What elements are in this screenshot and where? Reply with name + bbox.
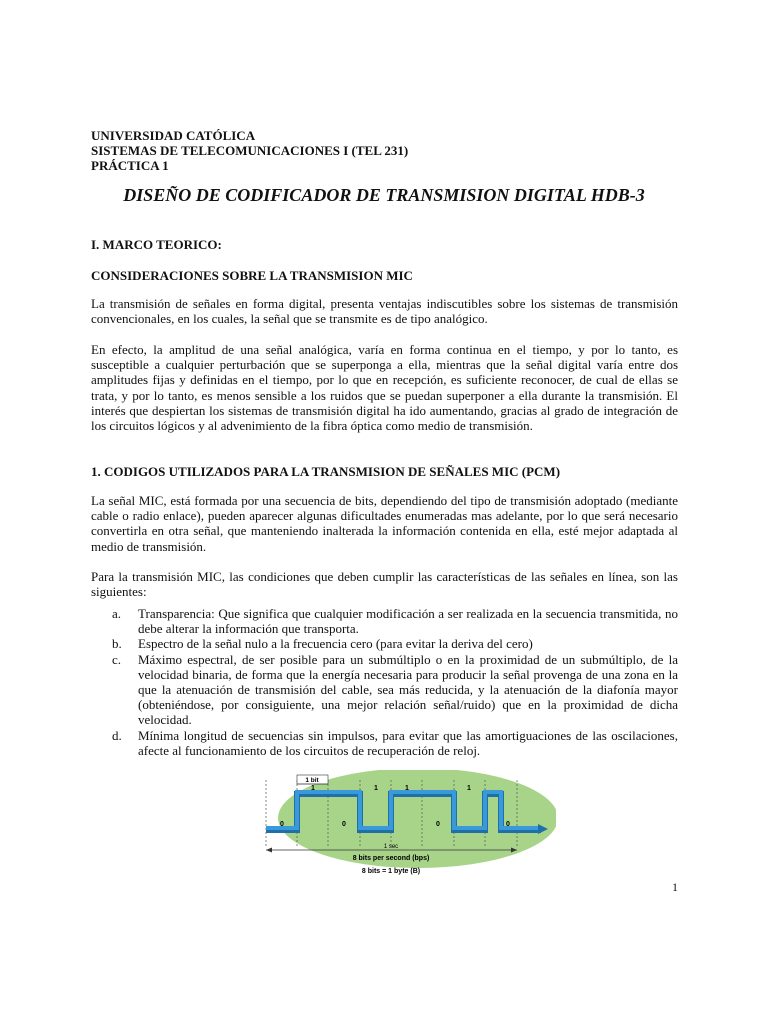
list-item [112, 606, 678, 636]
list-marker: b. [112, 636, 122, 652]
practice-number: PRÁCTICA 1 [91, 158, 169, 173]
list-marker: a. [112, 606, 122, 621]
university-name: UNIVERSIDAD CATÓLICA [91, 128, 256, 143]
sec-label: 1 sec [383, 844, 399, 850]
list-item [112, 728, 678, 758]
paragraph-analog-vs-digital: En efecto, la amplitud de una señal analógica, varía en forma continua en el tiempo, y por lo tanto, es susceptible a cualquier perturbación que se superponga a ella, mientras que la señal digital varía entre dos amplitudes fijas y definidas en el tiempo, por lo que en recepción, es suficiente reconocer, de cual de ellas se trata, y por lo tanto, es menos sensible a los ruidos que se puedan superponer a ella durante la transmisión. El interés que despiertan los sistemas de transmisión digital ha ido aumentando, gracias al grado de integración de los circuitos lógicos y al advenimiento de la fibra óptica como medio de transmisión. [91, 342, 678, 434]
bit-value: 1 [374, 785, 378, 792]
bit-value: 1 [405, 785, 409, 792]
background-ellipse [278, 770, 556, 868]
section-heading-marco-teorico: I. MARCO TEORICO: [91, 237, 222, 252]
list-item-text: Transparencia: Que significa que cualquier modificación a ser realizada en la secuencia transmitida, no debe alterar la información que transporta. [138, 606, 678, 637]
paragraph-condiciones: Para la transmisión MIC, las condiciones que deben cumplir las características de las señales en línea, son las siguientes: [91, 569, 678, 600]
bps-label: 8 bits per second (bps) [352, 855, 430, 862]
paragraph-intro: La transmisión de señales en forma digital, presenta ventajas indiscutibles sobre los sistemas de transmisión convencionales, en los cuales, la señal que se transmite es de tipo analógico. [91, 296, 678, 327]
list-item-text: Espectro de la señal nulo a la frecuencia cero (para evitar la deriva del cero) [138, 636, 533, 652]
conditions-list [112, 606, 678, 758]
bit-label: 1 bit [305, 777, 319, 784]
document-header [91, 128, 408, 173]
bit-value: 0 [280, 821, 284, 828]
byte-label: 8 bits = 1 byte (B) [361, 868, 421, 875]
list-item-text: Máximo espectral, de ser posible para un submúltiplo o en la proximidad de un submúltiplo, de la velocidad binaria, de forma que la energía necesaria para producir la señal provenga de una zona en la que la atenuación de transmisión del cable, sea más reducida, y la atenuación de la diafonía mayor (obteniéndose, por consiguiente, una mejor relación señal/ruido) que en la proximidad de dicha velocidad. [138, 651, 678, 728]
course-name: SISTEMAS DE TELECOMUNICACIONES I (TEL 231) [91, 143, 409, 158]
page-number: 1 [672, 880, 678, 894]
document-title: DISEÑO DE CODIFICADOR DE TRANSMISION DIGITAL HDB-3 [123, 185, 645, 205]
list-marker: d. [112, 727, 122, 743]
digital-signal-figure [256, 770, 556, 880]
bit-value: 0 [506, 821, 510, 828]
list-marker: c. [112, 651, 122, 667]
bit-value: 0 [342, 821, 346, 828]
bit-value: 1 [311, 785, 315, 792]
list-item [112, 636, 678, 651]
paragraph-senal-mic: La señal MIC, está formada por una secuencia de bits, dependiendo del tipo de transmisión adoptado (mediante cable o radio enlace), pueden aparecer algunas dificultades enumeradas mas adelante, por lo que será necesario convertirla en otra señal, que manteniendo inalterada la información contenida en ella, esté mejor adaptada al medio de transmisión. [91, 493, 678, 554]
subsection-heading-transmision-mic: CONSIDERACIONES SOBRE LA TRANSMISION MIC [91, 268, 413, 283]
bit-value: 1 [467, 785, 471, 792]
one-bit-marker [297, 775, 328, 784]
section-heading-codigos: 1. CODIGOS UTILIZADOS PARA LA TRANSMISION DE SEÑALES MIC (PCM) [91, 464, 561, 479]
bit-value: 0 [436, 821, 440, 828]
list-item [112, 652, 678, 728]
list-item-text: Mínima longitud de secuencias sin impulsos, para evitar que las amortiguaciones de las oscilaciones, afecte al funcionamiento de los circuitos de recuperación de reloj. [138, 727, 678, 758]
